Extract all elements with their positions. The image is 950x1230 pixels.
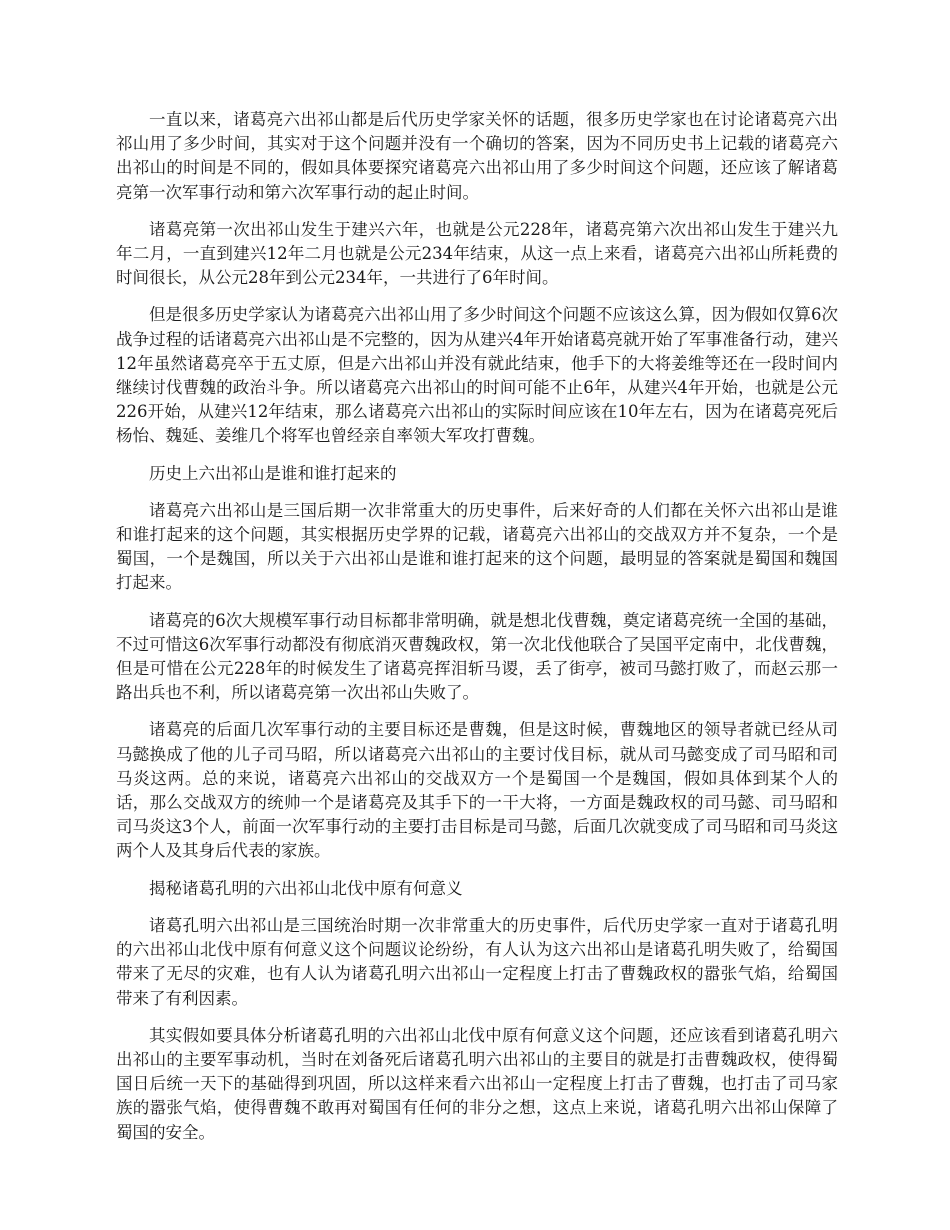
paragraph-duration-intro: 一直以来，诸葛亮六出祁山都是后代历史学家关怀的话题，很多历史学家也在讨论诸葛亮六出祁山用了多少时间，其实对于这个问题并没有一个确切的答案，因为不同历史书上记载的诸葛亮六出祁山的时间是不同的，假如具体要探究诸葛亮六出祁山用了多少时间这个问题，还应该了解诸葛亮第一次军事行动和第六次军事行动的起止时间。 bbox=[116, 110, 838, 202]
paragraph-first-sixth-expedition: 诸葛亮第一次出祁山发生于建兴六年，也就是公元228年，诸葛亮第六次出祁山发生于建兴九年二月，一直到建兴12年二月也就是公元234年结束，从这一点上来看，诸葛亮六出祁山所耗费的时间很长，从公元28年到公元234年，一共进行了6年时间。 bbox=[116, 219, 838, 288]
paragraph-six-campaign-goals: 诸葛亮的6次大规模军事行动目标都非常明确，就是想北伐曹魏，奠定诸葛亮统一全国的基础，不过可惜这6次军事行动都没有彻底消灭曹魏政权，第一次北伐他联合了吴国平定南中，北伐曹魏，但是可惜在公元228年的时候发生了诸葛亮挥泪斩马谡，丢了街亭，被司马懿打败了，而赵云那一路出兵也不利，所以诸葛亮第一次出祁山失败了。 bbox=[116, 610, 838, 703]
paragraph-shu-vs-wei: 诸葛亮六出祁山是三国后期一次非常重大的历史事件，后来好奇的人们都在关怀六出祁山是谁和谁打起来的这个问题，其实根据历史学界的记载，诸葛亮六出祁山的交战双方并不复杂，一个是蜀国，一个是魏国，所以关于六出祁山是谁和谁打起来的这个问题，最明显的答案就是蜀国和魏国打起来。 bbox=[116, 500, 838, 593]
paragraph-significance-debate: 诸葛孔明六出祁山是三国统治时期一次非常重大的历史事件，后代历史学家一直对于诸葛孔明的六出祁山北伐中原有何意义这个问题议论纷纷，有人认为这六出祁山是诸葛孔明失败了，给蜀国带来了无尽的灾难，也有人认为诸葛孔明六出祁山一定程度上打击了曹魏政权的嚣张气焰，给蜀国带来了有利因素。 bbox=[116, 915, 838, 1008]
paragraph-later-campaigns: 诸葛亮的后面几次军事行动的主要目标还是曹魏，但是这时候，曹魏地区的领导者就已经从司马懿换成了他的儿子司马昭，所以诸葛亮六出祁山的主要讨伐目标，就从司马懿变成了司马昭和司马炎这两。总的来说，诸葛亮六出祁山的交战双方一个是蜀国一个是魏国，假如具体到某个人的话，那么交战双方的统帅一个是诸葛亮及其手下的一干大将，一方面是魏政权的司马懿、司马昭和司马炎这3个人，前面一次军事行动的主要打击目标是司马懿，后面几次就变成了司马昭和司马炎这两个人及其身后代表的家族。 bbox=[116, 720, 838, 861]
section-heading-who-fought: 历史上六出祁山是谁和谁打起来的 bbox=[149, 463, 397, 483]
section-heading-significance: 揭秘诸葛孔明的六出祁山北伐中原有何意义 bbox=[149, 878, 463, 898]
paragraph-historians-view: 但是很多历史学家认为诸葛亮六出祁山用了多少时间这个问题不应该这么算，因为假如仅算6次战争过程的话诸葛亮六出祁山是不完整的，因为从建兴4年开始诸葛亮就开始了军事准备行动，建兴12年虽然诸葛亮卒于五丈原，但是六出祁山并没有就此结束，他手下的大将姜维等还在一段时间内继续讨伐曹魏的政治斗争。所以诸葛亮六出祁山的时间可能不止6年，从建兴4年开始，也就是公元226开始，从建兴12年结束，那么诸葛亮六出祁山的实际时间应该在10年左右，因为在诸葛亮死后杨怡、魏延、姜维几个将军也曾经亲自率领大军攻打曹魏。 bbox=[116, 305, 838, 446]
document-body bbox=[116, 108, 838, 1158]
paragraph-significance-analysis: 其实假如要具体分析诸葛孔明的六出祁山北伐中原有何意义这个问题，还应该看到诸葛孔明六出祁山的主要军事动机，当时在刘备死后诸葛孔明六出祁山的主要目的就是打击曹魏政权，使得蜀国日后统一天下的基础得到巩固，所以这样来看六出祁山一定程度上打击了曹魏，也打击了司马家族的嚣张气焰，使得曹魏不敢再对蜀国有任何的非分之想，这点上来说，诸葛孔明六出祁山保障了蜀国的安全。 bbox=[116, 1025, 838, 1142]
